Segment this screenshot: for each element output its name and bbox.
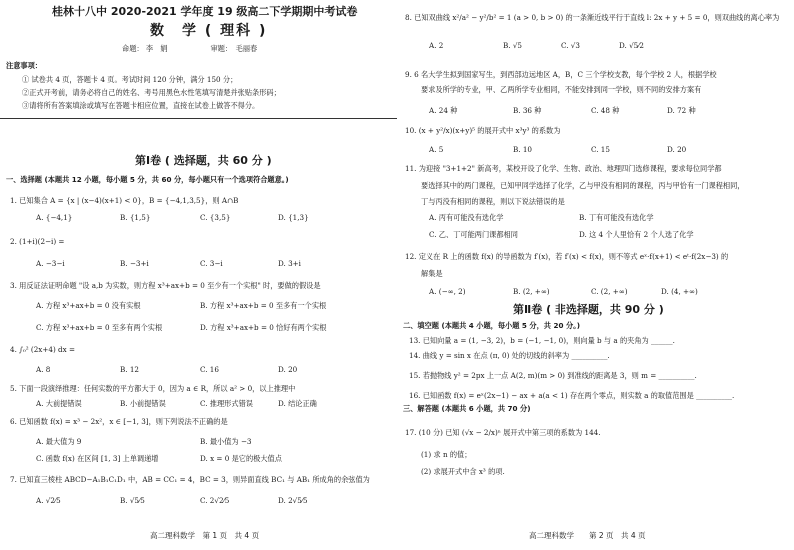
question-11: 11. 为迎接 "3+1+2" 新高考，某校开设了化学、生物、政治、地理四门选修课程，要求每位同学都 [405,164,722,173]
question-13: 13. 已知向量 a = (1, −3, 2)，b = (−1, −1, 0)，则向量 b 与 a 的夹角为 ______. [409,336,675,345]
question-17-part-2: (2) 求展开式中含 x³ 的项. [421,467,505,476]
question-8: 8. 已知双曲线 x²/a² − y²/b² = 1 (a > 0, b > 0) 的一条渐近线平行于直线 l: 2x + y + 5 = 0，则双曲线的离心率为 [405,13,780,22]
q1-option-c: C. {3,5} [200,213,231,222]
note-1: ① 试卷共 4 页，答题卡 4 页。考试时间 120 分钟，满分 150 分； [22,75,238,84]
q3-option-b: B. 方程 x³+ax+b = 0 至多有一个实根 [200,301,327,310]
question-9: 9. 6 名大学生拟到国家写生，到西部边远地区 A，B，C 三个学校支教，每个学校 2 人，根据学校 [405,70,717,79]
page-2 [397,0,794,550]
q12-option-b: B. (2, +∞) [513,287,550,296]
q11-option-d: D. 这 4 个人里恰有 2 个人选了化学 [579,230,694,239]
section-1-heading: 一、选择题 (本题共 12 小题，每小题 5 分，共 60 分，每小题只有一个选项符合题意。) [6,175,289,184]
q6-option-a: A. 最大值为 9 [36,437,82,446]
q5-option-b: B. 小前提错误 [120,399,166,408]
part-2-title: 第Ⅱ卷 ( 非选择题，共 90 分 ) [513,303,664,316]
question-17-part-1: (1) 求 n 的值； [421,450,472,459]
q12-option-c: C. (2, +∞) [591,287,628,296]
q1-option-a: A. {−4,1} [36,213,73,222]
page-footer: 高二理科数学 第 2 页 共 4 页 [529,531,646,540]
q9-option-a: A. 24 种 [429,106,458,115]
question-11-cont-2: 丁与丙没有相同的课程，则以下说法错误的是 [421,197,565,206]
q4-option-d: D. 20 [278,365,298,374]
question-11-cont-1: 要选择其中的两门课程，已知甲同学选择了化学，乙与甲没有相同的课程，丙与甲恰有一门课程相同， [421,181,745,190]
q9-option-d: D. 72 种 [667,106,696,115]
question-10: 10. (x + y²/x)(x+y)⁵ 的展开式中 x³y³ 的系数为 [405,126,561,135]
q4-option-b: B. 12 [120,365,139,374]
q1-option-d: D. {1,3} [278,213,309,222]
question-7: 7. 已知直三棱柱 ABCD−A₁B₁C₁D₁ 中，AB = CC₁ = 4，BC = 3，则异面直线 BC₁ 与 AB₁ 所成角的余弦值为 [10,475,370,484]
question-15: 15. 若抛物线 y² = 2px 上一点 A(2, m)(m > 0) 到准线的距离是 3，则 m = __________. [409,371,697,380]
q5-option-d: D. 结论正确 [278,399,317,408]
section-3-heading: 三、解答题 (本题共 6 小题，共 70 分) [403,404,531,413]
q9-option-c: C. 48 种 [591,106,620,115]
q8-option-b: B. √5 [503,41,523,50]
question-2: 2. (1+i)(2−i) = [10,237,65,246]
q10-option-a: A. 5 [429,145,444,154]
note-2: ②正式开考前，请务必将自己的姓名、考号用黑色水性笔填写清楚并张贴条形码； [22,88,281,97]
q8-option-d: D. √5⁄2 [619,41,645,50]
divider [0,118,397,119]
q12-option-a: A. (−∞, 2) [429,287,466,296]
q11-option-c: C. 乙、丁可能两门课都相同 [429,230,518,239]
question-5: 5. 下面一段演绎推理：任何实数的平方都大于 0，因为 a ∈ R，所以 a² > 0，以上推理中 [10,384,296,393]
q10-option-b: B. 10 [513,145,532,154]
author-line: 命题： 李 娟 审题： 毛丽春 [122,44,258,53]
question-12-cont: 解集是 [421,269,443,278]
q3-option-d: D. 方程 x³+ax+b = 0 恰好有两个实根 [200,323,327,332]
subject-title: 数 学 ( 理科 ) [150,23,268,39]
q6-option-d: D. x = 0 是它的极大值点 [200,454,282,463]
q7-option-c: C. 2√2⁄5 [200,496,230,505]
q8-option-c: C. √3 [561,41,580,50]
q9-option-b: B. 36 种 [513,106,542,115]
question-4: 4. ∫₀² (2x+4) dx = [10,345,76,354]
q2-option-c: C. 3−i [200,259,223,268]
question-1: 1. 已知集合 A = {x | (x−4)(x+1) < 0}，B = {−4,1,3,5}，则 A∩B [10,196,239,205]
q7-option-a: A. √2⁄5 [36,496,61,505]
q8-option-a: A. 2 [429,41,444,50]
q5-option-c: C. 推理形式错误 [200,399,253,408]
q12-option-d: D. (4, +∞) [661,287,698,296]
question-14: 14. 曲线 y = sin x 在点 (π, 0) 处的切线的斜率为 __________. [409,351,610,360]
q7-option-b: B. √5⁄5 [120,496,145,505]
q2-option-a: A. −3−i [36,259,65,268]
q5-option-a: A. 大前提错误 [36,399,82,408]
q10-option-c: C. 15 [591,145,610,154]
exam-title: 桂林十八中 2020-2021 学年度 19 级高二下学期期中考试卷 [52,5,358,18]
q6-option-b: B. 最小值为 −3 [200,437,252,446]
q11-option-a: A. 丙有可能没有选化学 [429,213,504,222]
question-9-cont: 要求及所学的专业，甲、乙两所学专业相同，不能安排到同一学校，则不同的安排方案有 [421,85,702,94]
question-3: 3. 用反证法证明命题 "设 a,b 为实数，则方程 x³+ax+b = 0 至少有一个实根" 时，要做的假设是 [10,281,321,290]
q2-option-d: D. 3+i [278,259,301,268]
q6-option-c: C. 函数 f(x) 在区间 [1, 3] 上单调递增 [36,454,159,463]
question-16: 16. 已知函数 f(x) = eˣ(2x−1) − ax + a(a < 1) 存在两个零点，则实数 a 的取值范围是 __________. [409,391,735,400]
page-footer: 高二理科数学 第 1 页 共 4 页 [150,531,260,540]
q11-option-b: B. 丁有可能没有选化学 [579,213,654,222]
q3-option-a: A. 方程 x³+ax+b = 0 没有实根 [36,301,141,310]
q4-option-c: C. 16 [200,365,219,374]
q10-option-d: D. 20 [667,145,687,154]
question-17: 17. (10 分) 已知 (√x − 2/x)ⁿ 展开式中第三项的系数为 144. [405,428,601,437]
q7-option-d: D. 2√5⁄5 [278,496,308,505]
q1-option-b: B. {1,5} [120,213,151,222]
note-3: ③请将所有答案填涂或填写在答题卡相应位置，直接在试卷上做答不得分。 [22,101,260,110]
q3-option-c: C. 方程 x³+ax+b = 0 至多有两个实根 [36,323,163,332]
notes-heading: 注意事项： [6,61,42,70]
question-12: 12. 定义在 R 上的函数 f(x) 的导函数为 f′(x)，若 f′(x) < f(x)，则不等式 eˣ·f(x+1) < eᵗ·f(2x−3) 的 [405,252,729,261]
section-2-heading: 二、填空题 (本题共 4 小题，每小题 5 分，共 20 分。) [403,321,581,330]
part-1-title: 第Ⅰ卷 ( 选择题，共 60 分 ) [135,154,272,167]
q2-option-b: B. −3+i [120,259,149,268]
question-6: 6. 已知函数 f(x) = x³ − 2x²，x ∈ [−1, 3]，则下列说法不正确的是 [10,417,228,426]
q4-option-a: A. 8 [36,365,51,374]
